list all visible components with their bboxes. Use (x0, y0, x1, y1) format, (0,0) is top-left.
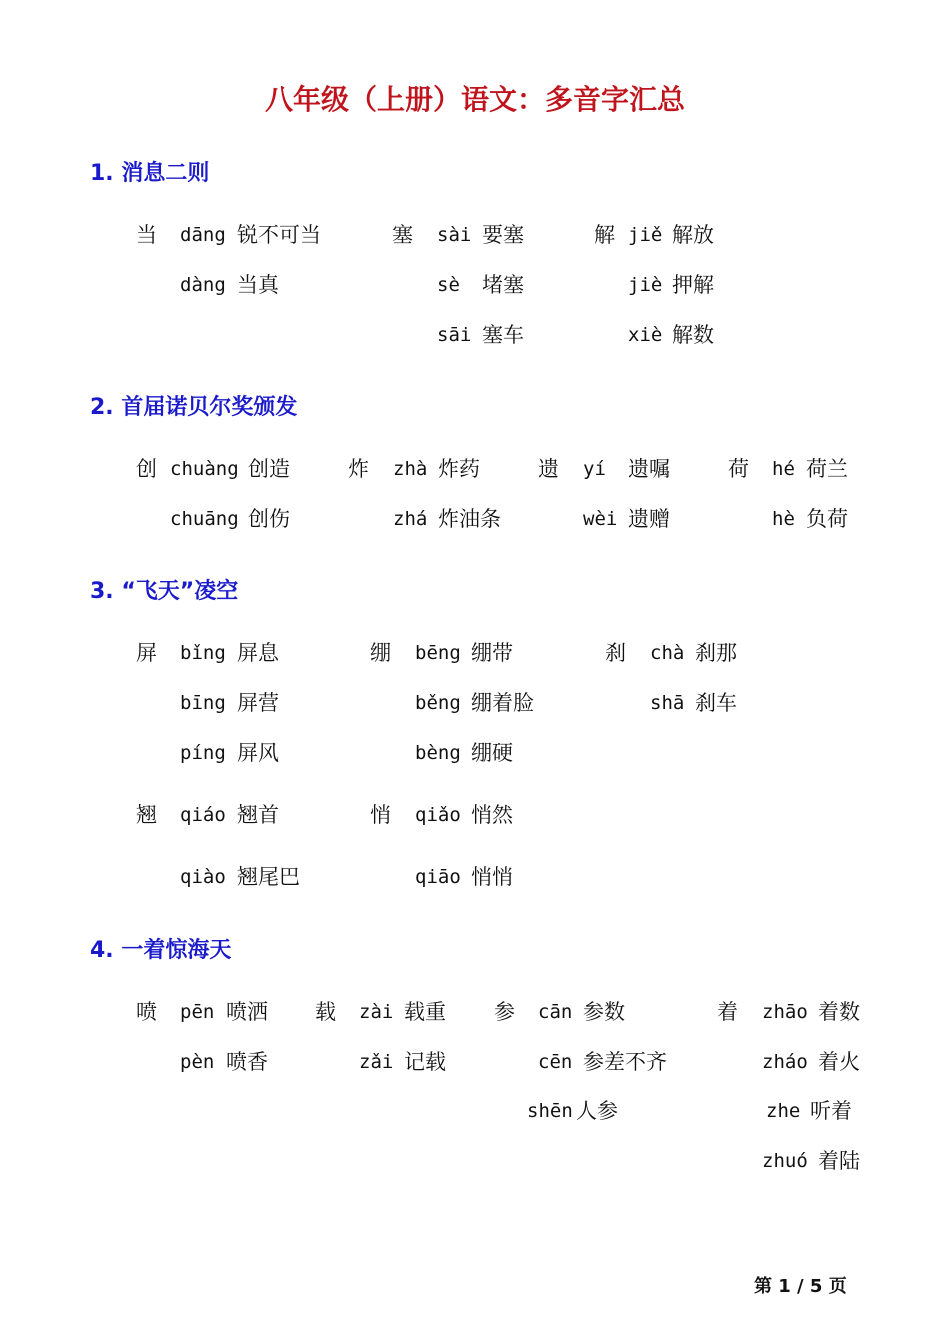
example-word: 悄然 (471, 803, 513, 827)
example-word: 要塞 (482, 223, 524, 247)
pinyin: qiǎo (415, 804, 461, 826)
example-word: 创造 (248, 457, 290, 481)
pinyin: sài (437, 224, 472, 246)
page-number: 第 1 / 5 页 (754, 1276, 847, 1297)
pinyin: hè (772, 508, 795, 530)
example-word: 遗赠 (628, 507, 670, 531)
pinyin: dàng (180, 274, 226, 296)
poly-char: 翘 (136, 803, 157, 827)
example-word: 参差不齐 (583, 1050, 667, 1074)
example-word: 当真 (237, 273, 279, 297)
example-word: 喷洒 (226, 1000, 268, 1024)
pinyin: zhá (393, 508, 428, 530)
example-word: 听着 (810, 1099, 852, 1123)
pinyin: sè (437, 274, 460, 296)
pinyin: bīng (180, 692, 226, 714)
pinyin: zhe (766, 1100, 801, 1122)
example-word: 载重 (404, 1000, 446, 1024)
pinyin: zháo (762, 1051, 808, 1073)
poly-char: 创 (136, 457, 157, 481)
pinyin: shēn (527, 1100, 573, 1122)
section-heading: 1. 消息二则 (90, 161, 210, 186)
example-word: 锐不可当 (237, 223, 321, 247)
poly-char: 着 (717, 1000, 738, 1024)
pinyin: sāi (437, 324, 472, 346)
pinyin: chuāng (170, 508, 239, 530)
example-word: 创伤 (248, 507, 290, 531)
pinyin: dāng (180, 224, 226, 246)
example-word: 绷着脸 (471, 691, 534, 715)
pinyin: pēn (180, 1001, 215, 1023)
pinyin: bèng (415, 742, 461, 764)
pinyin: zhuó (762, 1150, 808, 1172)
example-word: 炸药 (438, 457, 480, 481)
example-word: 着火 (818, 1050, 860, 1074)
pinyin: hé (772, 458, 795, 480)
example-word: 解放 (672, 223, 714, 247)
poly-char: 解 (594, 223, 615, 247)
example-word: 刹车 (695, 691, 737, 715)
poly-char: 参 (494, 1000, 515, 1024)
poly-char: 屏 (136, 641, 157, 665)
example-word: 着陆 (818, 1149, 860, 1173)
poly-char: 悄 (370, 803, 391, 827)
example-word: 炸油条 (438, 507, 501, 531)
pinyin: cēn (538, 1051, 573, 1073)
pinyin: wèi (583, 508, 618, 530)
section-heading: 4. 一着惊海天 (90, 938, 232, 963)
section-heading: 3. “飞天”凌空 (90, 579, 239, 604)
example-word: 负荷 (806, 507, 848, 531)
pinyin: zǎi (359, 1051, 394, 1073)
pinyin: běng (415, 692, 461, 714)
pinyin: bēng (415, 642, 461, 664)
example-word: 解数 (672, 323, 714, 347)
page-title: 八年级（上册）语文：多音字汇总 (264, 83, 685, 116)
example-word: 翘首 (237, 803, 279, 827)
poly-char: 绷 (370, 641, 391, 665)
example-word: 屏息 (237, 641, 279, 665)
pinyin: chuàng (170, 458, 239, 480)
section-heading: 2. 首届诺贝尔奖颁发 (90, 395, 298, 420)
pinyin: pèn (180, 1051, 215, 1073)
example-word: 堵塞 (482, 273, 524, 297)
pinyin: xiè (628, 324, 663, 346)
example-word: 参数 (583, 1000, 625, 1024)
pinyin: shā (650, 692, 685, 714)
example-word: 着数 (818, 1000, 860, 1024)
example-word: 刹那 (695, 641, 737, 665)
example-word: 屏营 (237, 691, 279, 715)
poly-char: 塞 (392, 223, 413, 247)
pinyin: píng (180, 742, 226, 764)
poly-char: 刹 (605, 641, 626, 665)
example-word: 屏风 (237, 741, 279, 765)
pinyin: cān (538, 1001, 573, 1023)
example-word: 塞车 (482, 323, 524, 347)
pinyin: jiè (628, 274, 663, 296)
example-word: 押解 (672, 273, 714, 297)
pinyin: jiě (628, 224, 663, 246)
poly-char: 当 (136, 223, 157, 247)
example-word: 遗嘱 (628, 457, 670, 481)
pinyin: qiáo (180, 804, 226, 826)
example-word: 翘尾巴 (237, 865, 300, 889)
example-word: 人参 (576, 1099, 618, 1123)
example-word: 喷香 (226, 1050, 268, 1074)
pinyin: bǐng (180, 642, 226, 664)
poly-char: 载 (315, 1000, 336, 1024)
poly-char: 喷 (136, 1000, 157, 1024)
pinyin: zhāo (762, 1001, 808, 1023)
pinyin: qiāo (415, 866, 461, 888)
pinyin: chà (650, 642, 685, 664)
example-word: 记载 (404, 1050, 446, 1074)
example-word: 悄悄 (471, 865, 513, 889)
example-word: 绷带 (471, 641, 513, 665)
pinyin: zhà (393, 458, 428, 480)
poly-char: 遗 (538, 457, 559, 481)
poly-char: 炸 (348, 457, 369, 481)
pinyin: yí (583, 458, 606, 480)
example-word: 荷兰 (806, 457, 848, 481)
example-word: 绷硬 (471, 741, 513, 765)
pinyin: qiào (180, 866, 226, 888)
pinyin: zài (359, 1001, 394, 1023)
poly-char: 荷 (728, 457, 749, 481)
